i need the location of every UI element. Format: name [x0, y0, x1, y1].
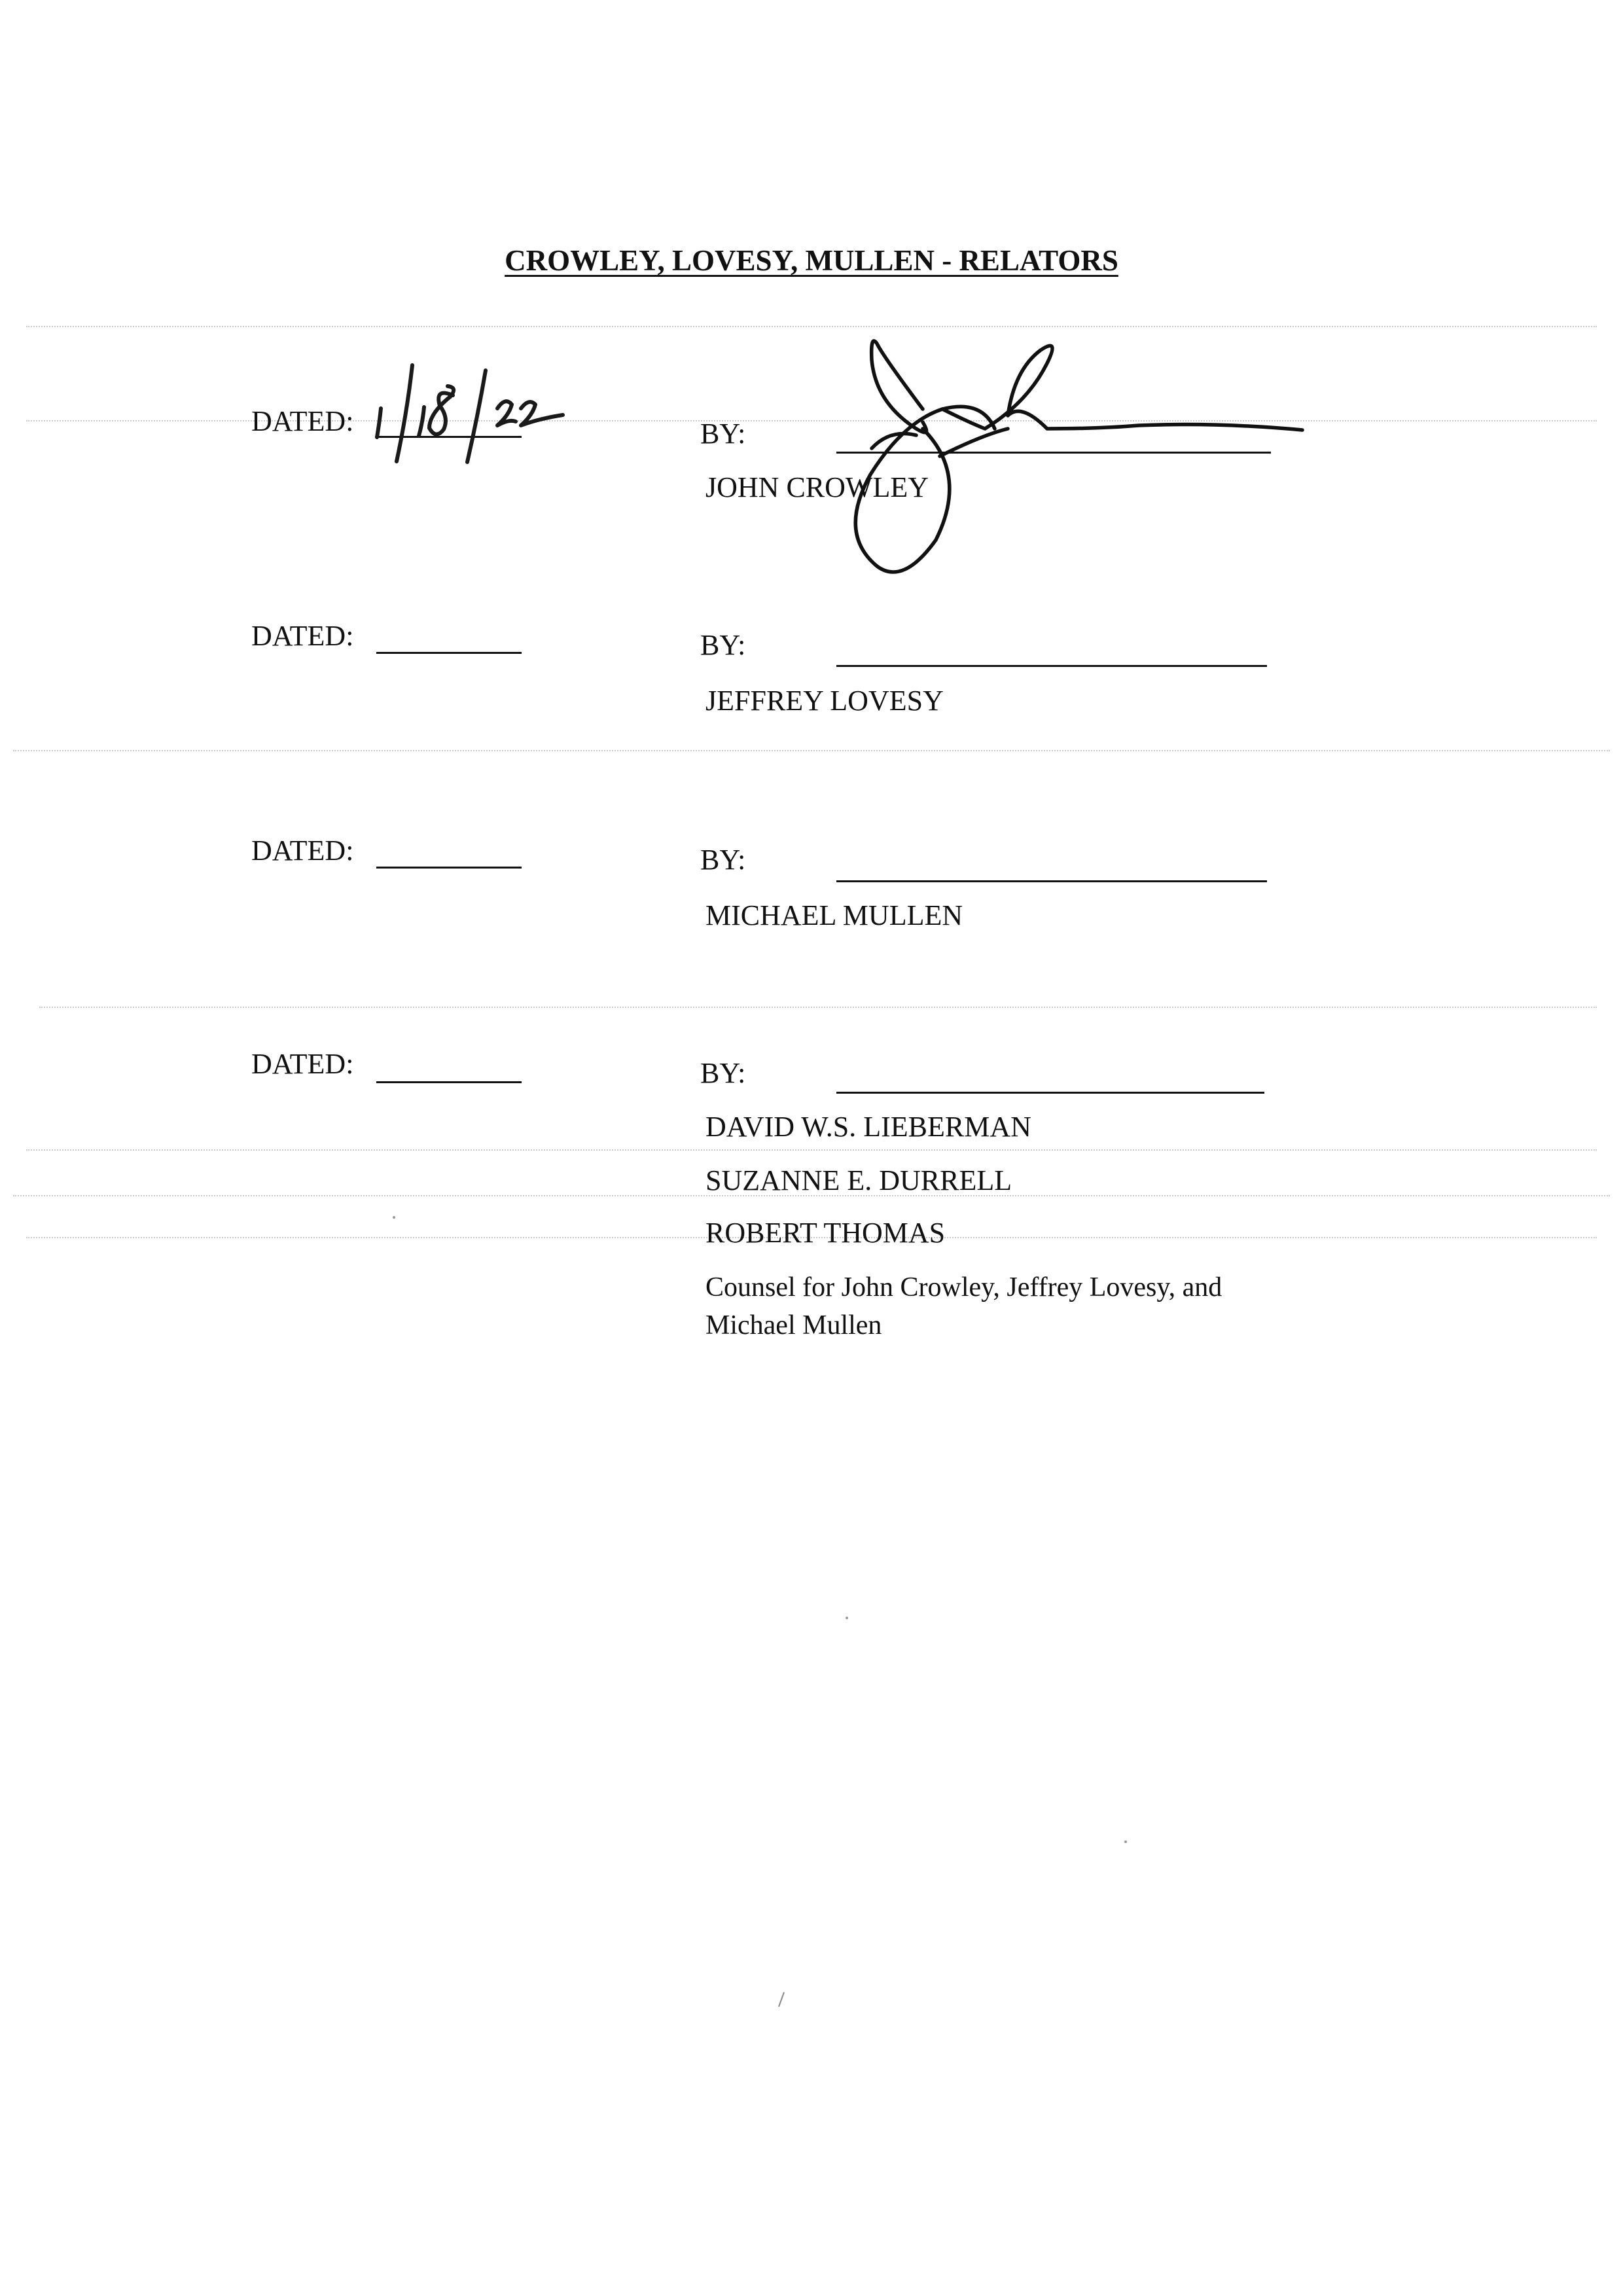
handwritten-date [366, 353, 569, 471]
signer-name: JOHN CROWLEY [705, 471, 929, 503]
signer-name: MICHAEL MULLEN [705, 899, 963, 931]
dated-label: DATED: [251, 834, 354, 867]
dated-label: DATED: [251, 1048, 354, 1080]
scan-speck [1124, 1840, 1127, 1843]
signer-name: JEFFREY LOVESY [705, 685, 944, 717]
scan-artifact-line [39, 1007, 1597, 1008]
signature-line [836, 880, 1267, 882]
counsel-name: ROBERT THOMAS [705, 1217, 946, 1249]
counsel-name: SUZANNE E. DURRELL [705, 1164, 1012, 1196]
by-label: BY: [700, 629, 746, 661]
scan-speck [393, 1216, 395, 1219]
page-title: CROWLEY, LOVESY, MULLEN - RELATORS [505, 244, 1118, 277]
counsel-name: DAVID W.S. LIEBERMAN [705, 1111, 1031, 1143]
scan-artifact-line [26, 1149, 1597, 1151]
by-label: BY: [700, 844, 746, 876]
counsel-description: Michael Mullen [705, 1310, 882, 1340]
signature-line [836, 1092, 1264, 1094]
scan-speck [846, 1617, 848, 1619]
date-line [376, 1081, 522, 1083]
scan-mark [775, 1990, 788, 2009]
by-label: BY: [700, 1057, 746, 1089]
by-label: BY: [700, 418, 746, 450]
scan-artifact-line [13, 750, 1610, 751]
signature-line [836, 665, 1267, 667]
dated-label: DATED: [251, 405, 354, 437]
date-line [376, 652, 522, 654]
date-line [376, 867, 522, 869]
dated-label: DATED: [251, 620, 354, 652]
counsel-description: Counsel for John Crowley, Jeffrey Lovesy, and [705, 1272, 1222, 1302]
signature [812, 324, 1309, 586]
